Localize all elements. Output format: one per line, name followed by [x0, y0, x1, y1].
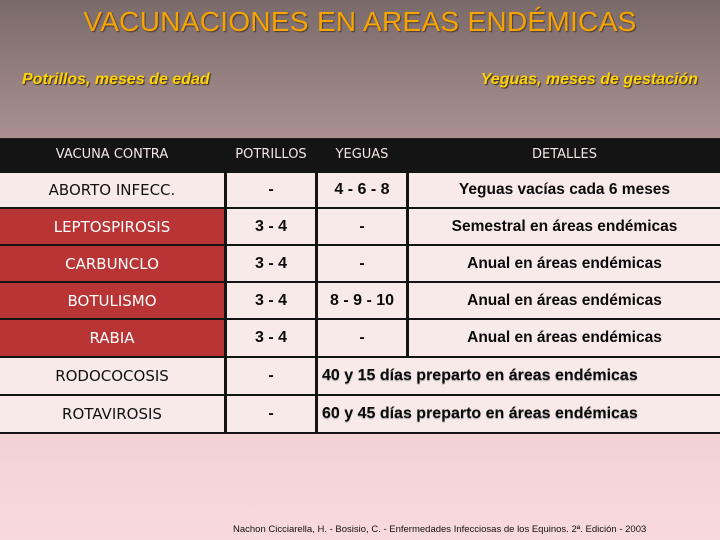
row-potrillos: 3 - 4 — [227, 209, 315, 244]
row-vacuna: CARBUNCLO — [0, 246, 224, 281]
table-row — [0, 283, 720, 318]
row-vacuna: LEPTOSPIROSIS — [0, 209, 224, 244]
vaccination-table — [0, 138, 720, 434]
table-row — [0, 246, 720, 281]
row-potrillos: 3 - 4 — [227, 246, 315, 281]
header-detalles: DETALLES — [532, 147, 597, 162]
row-vacuna: RODOCOCOSIS — [0, 358, 224, 394]
row-potrillos: 3 - 4 — [227, 320, 315, 356]
row-detalles: Semestral en áreas endémicas — [409, 209, 720, 244]
page-title: VACUNACIONES EN AREAS ENDÉMICAS — [83, 6, 637, 37]
row-detalles: 40 y 15 días preparto en áreas endémicas — [318, 358, 720, 394]
subtitle-yeguas: Yeguas, meses de gestación — [480, 71, 698, 88]
header-potrillos: POTRILLOS — [235, 147, 307, 162]
table-row — [0, 358, 720, 394]
row-detalles: Anual en áreas endémicas — [409, 283, 720, 318]
row-vacuna: RABIA — [0, 320, 224, 356]
citation: Nachon Cicciarella, H. - Bosisio, C. - Enfermedades Infecciosas de los Equinos. 2ª. Edición - 2003 — [233, 524, 647, 535]
table-row — [0, 173, 720, 207]
table-row — [0, 396, 720, 432]
table-row — [0, 320, 720, 356]
row-detalles: Yeguas vacías cada 6 meses — [409, 173, 720, 207]
row-yeguas: - — [318, 246, 406, 281]
row-detalles: Anual en áreas endémicas — [409, 320, 720, 356]
subtitle-potrillos: Potrillos, meses de edad — [22, 71, 210, 88]
row-vacuna: BOTULISMO — [0, 283, 224, 318]
header-yeguas: YEGUAS — [335, 147, 389, 162]
header-vacuna: VACUNA CONTRA — [55, 147, 169, 162]
row-yeguas: 8 - 9 - 10 — [318, 283, 406, 318]
row-potrillos: 3 - 4 — [227, 283, 315, 318]
row-detalles: Anual en áreas endémicas — [409, 246, 720, 281]
row-potrillos: - — [227, 358, 315, 394]
table-row — [0, 209, 720, 244]
row-potrillos: - — [227, 173, 315, 207]
row-yeguas: - — [318, 320, 406, 356]
row-yeguas: - — [318, 209, 406, 244]
row-detalles: 60 y 45 días preparto en áreas endémicas — [318, 396, 720, 432]
row-vacuna: ABORTO INFECC. — [0, 173, 224, 207]
row-yeguas: 4 - 6 - 8 — [318, 173, 406, 207]
row-potrillos: - — [227, 396, 315, 432]
row-vacuna: ROTAVIROSIS — [0, 396, 224, 432]
